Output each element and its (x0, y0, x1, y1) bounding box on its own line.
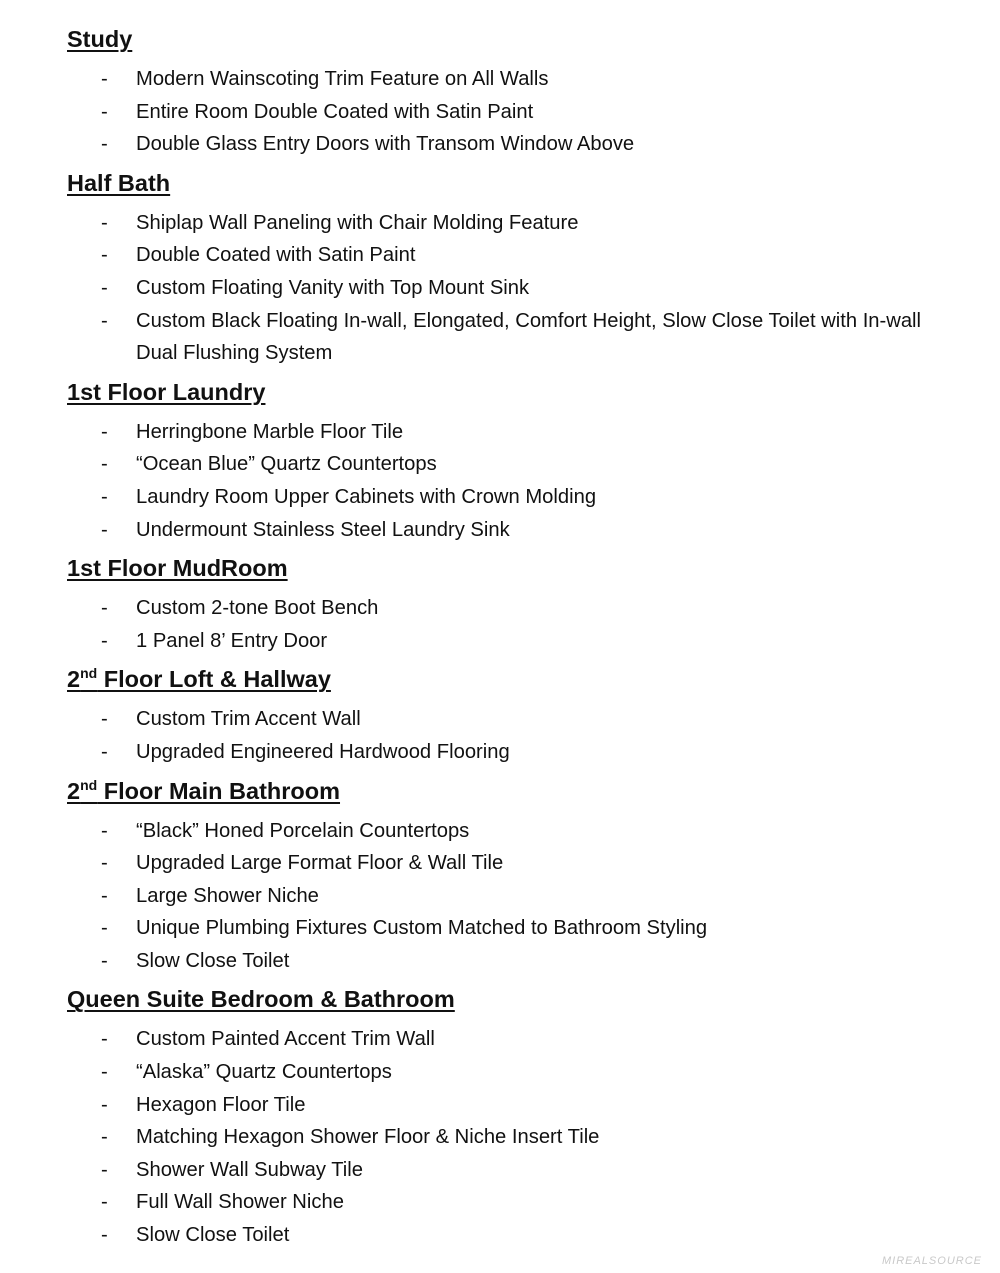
bullet-dash: - (101, 1158, 108, 1181)
section (67, 168, 967, 370)
bullet-dash: - (101, 420, 108, 443)
list-item-text: “Ocean Blue” Quartz Countertops (136, 453, 437, 476)
list-item-text: Upgraded Engineered Hardwood Flooring (136, 740, 510, 763)
list-item (67, 128, 967, 161)
bullet-dash: - (101, 1028, 108, 1051)
item-list (67, 703, 967, 768)
list-item-text: “Alaska” Quartz Countertops (136, 1061, 392, 1084)
item-list (67, 592, 967, 657)
list-item (67, 305, 967, 370)
bullet-dash: - (101, 597, 108, 620)
section-heading-ordinal: nd (80, 665, 98, 682)
list-item (67, 416, 967, 449)
section (67, 984, 967, 1251)
bullet-dash: - (101, 708, 108, 731)
section-heading (67, 984, 967, 1014)
section-heading (67, 776, 967, 806)
section-heading-rest: Floor Loft & Hallway (97, 666, 331, 693)
section (67, 664, 967, 768)
list-item-text: Slow Close Toilet (136, 1224, 290, 1247)
list-item (67, 592, 967, 625)
section-heading-text: 2 (67, 777, 81, 804)
item-list (67, 207, 967, 370)
list-item-text: Unique Plumbing Fixtures Custom Matched to Bathroom Styling (136, 917, 708, 940)
list-item (67, 514, 967, 547)
item-list (67, 815, 967, 978)
list-item (67, 1023, 967, 1056)
list-item (67, 880, 967, 913)
list-item-text: Modern Wainscoting Trim Feature on All Walls (136, 68, 549, 90)
list-item (67, 207, 967, 240)
list-item (67, 1186, 967, 1219)
item-list (67, 416, 967, 546)
item-list (67, 1023, 967, 1251)
bullet-dash: - (101, 740, 108, 763)
bullet-dash: - (101, 1224, 108, 1247)
bullet-dash: - (101, 211, 108, 234)
list-item (67, 1219, 967, 1252)
list-item-text: Custom Painted Accent Trim Wall (136, 1028, 435, 1051)
section-heading-ordinal: nd (80, 776, 98, 793)
bullet-dash: - (101, 1093, 108, 1116)
section-heading (67, 377, 967, 407)
bullet-dash: - (101, 1061, 108, 1084)
bullet-dash: - (101, 276, 108, 299)
bullet-dash: - (101, 819, 108, 842)
section (67, 776, 967, 978)
list-item-text: Custom Trim Accent Wall (136, 708, 361, 731)
bullet-dash: - (101, 100, 108, 123)
list-item-text: Double Coated with Satin Paint (136, 244, 416, 267)
list-item (67, 96, 967, 129)
list-item-text: Custom Floating Vanity with Top Mount Sink (136, 276, 530, 299)
bullet-dash: - (101, 485, 108, 508)
list-item (67, 703, 967, 736)
section-heading (67, 553, 967, 583)
list-item (67, 239, 967, 272)
bullet-dash: - (101, 1126, 108, 1149)
bullet-dash: - (101, 917, 108, 940)
list-item-text: “Black” Honed Porcelain Countertops (136, 819, 470, 842)
list-item (67, 736, 967, 769)
item-list (67, 63, 967, 161)
section-heading (67, 664, 967, 694)
section (67, 553, 967, 657)
list-item (67, 448, 967, 481)
bullet-dash: - (101, 518, 108, 541)
list-item (67, 1121, 967, 1154)
list-item-text: Double Glass Entry Doors with Transom Window Above (136, 133, 635, 156)
list-item-text: Entire Room Double Coated with Satin Paint (136, 100, 534, 123)
list-item (67, 63, 967, 96)
bullet-dash: - (101, 629, 108, 652)
document-body (67, 24, 967, 1259)
list-item-text: Laundry Room Upper Cabinets with Crown Molding (136, 485, 597, 508)
section (67, 377, 967, 546)
list-item-text: Herringbone Marble Floor Tile (136, 420, 404, 443)
list-item (67, 847, 967, 880)
section-heading (67, 24, 967, 54)
bullet-dash: - (101, 1191, 108, 1214)
list-item (67, 1056, 967, 1089)
section-heading (67, 168, 967, 198)
section-heading-text: Queen Suite Bedroom & Bathroom (67, 986, 455, 1013)
list-item (67, 912, 967, 945)
bullet-dash: - (101, 949, 108, 972)
section-heading-text: 1st Floor MudRoom (67, 555, 288, 582)
list-item-text: Slow Close Toilet (136, 949, 290, 972)
list-item-text: Large Shower Niche (136, 884, 319, 907)
list-item (67, 815, 967, 848)
list-item-text: Shower Wall Subway Tile (136, 1158, 364, 1181)
list-item-text: Hexagon Floor Tile (136, 1093, 306, 1116)
list-item (67, 625, 967, 658)
bullet-dash: - (101, 244, 108, 267)
list-item (67, 1089, 967, 1122)
section-heading-text: Half Bath (67, 169, 171, 196)
section-heading-rest: Floor Main Bathroom (97, 777, 341, 804)
list-item (67, 1154, 967, 1187)
section (67, 24, 967, 161)
bullet-dash: - (101, 68, 108, 90)
bullet-dash: - (101, 453, 108, 476)
bullet-dash: - (101, 309, 108, 332)
list-item-text: Full Wall Shower Niche (136, 1191, 344, 1214)
bullet-dash: - (101, 133, 108, 156)
list-item-text: Custom Black Floating In-wall, Elongated, Comfort Height, Slow Close Toilet with In-wall Dual Flushing System (136, 309, 922, 365)
list-item (67, 945, 967, 978)
list-item (67, 272, 967, 305)
section-heading-text: 1st Floor Laundry (67, 378, 266, 405)
list-item-text: 1 Panel 8’ Entry Door (136, 629, 328, 652)
list-item-text: Undermount Stainless Steel Laundry Sink (136, 518, 510, 541)
section-heading-text: 2 (67, 666, 81, 693)
list-item-text: Matching Hexagon Shower Floor & Niche Insert Tile (136, 1126, 600, 1149)
list-item-text: Upgraded Large Format Floor & Wall Tile (136, 852, 504, 875)
watermark-logo: MIREALSOURCE (881, 1255, 982, 1267)
list-item-text: Shiplap Wall Paneling with Chair Molding Feature (136, 211, 579, 234)
list-item (67, 481, 967, 514)
section-heading-text: Study (67, 26, 133, 52)
list-item-text: Custom 2-tone Boot Bench (136, 597, 379, 620)
bullet-dash: - (101, 884, 108, 907)
bullet-dash: - (101, 852, 108, 875)
